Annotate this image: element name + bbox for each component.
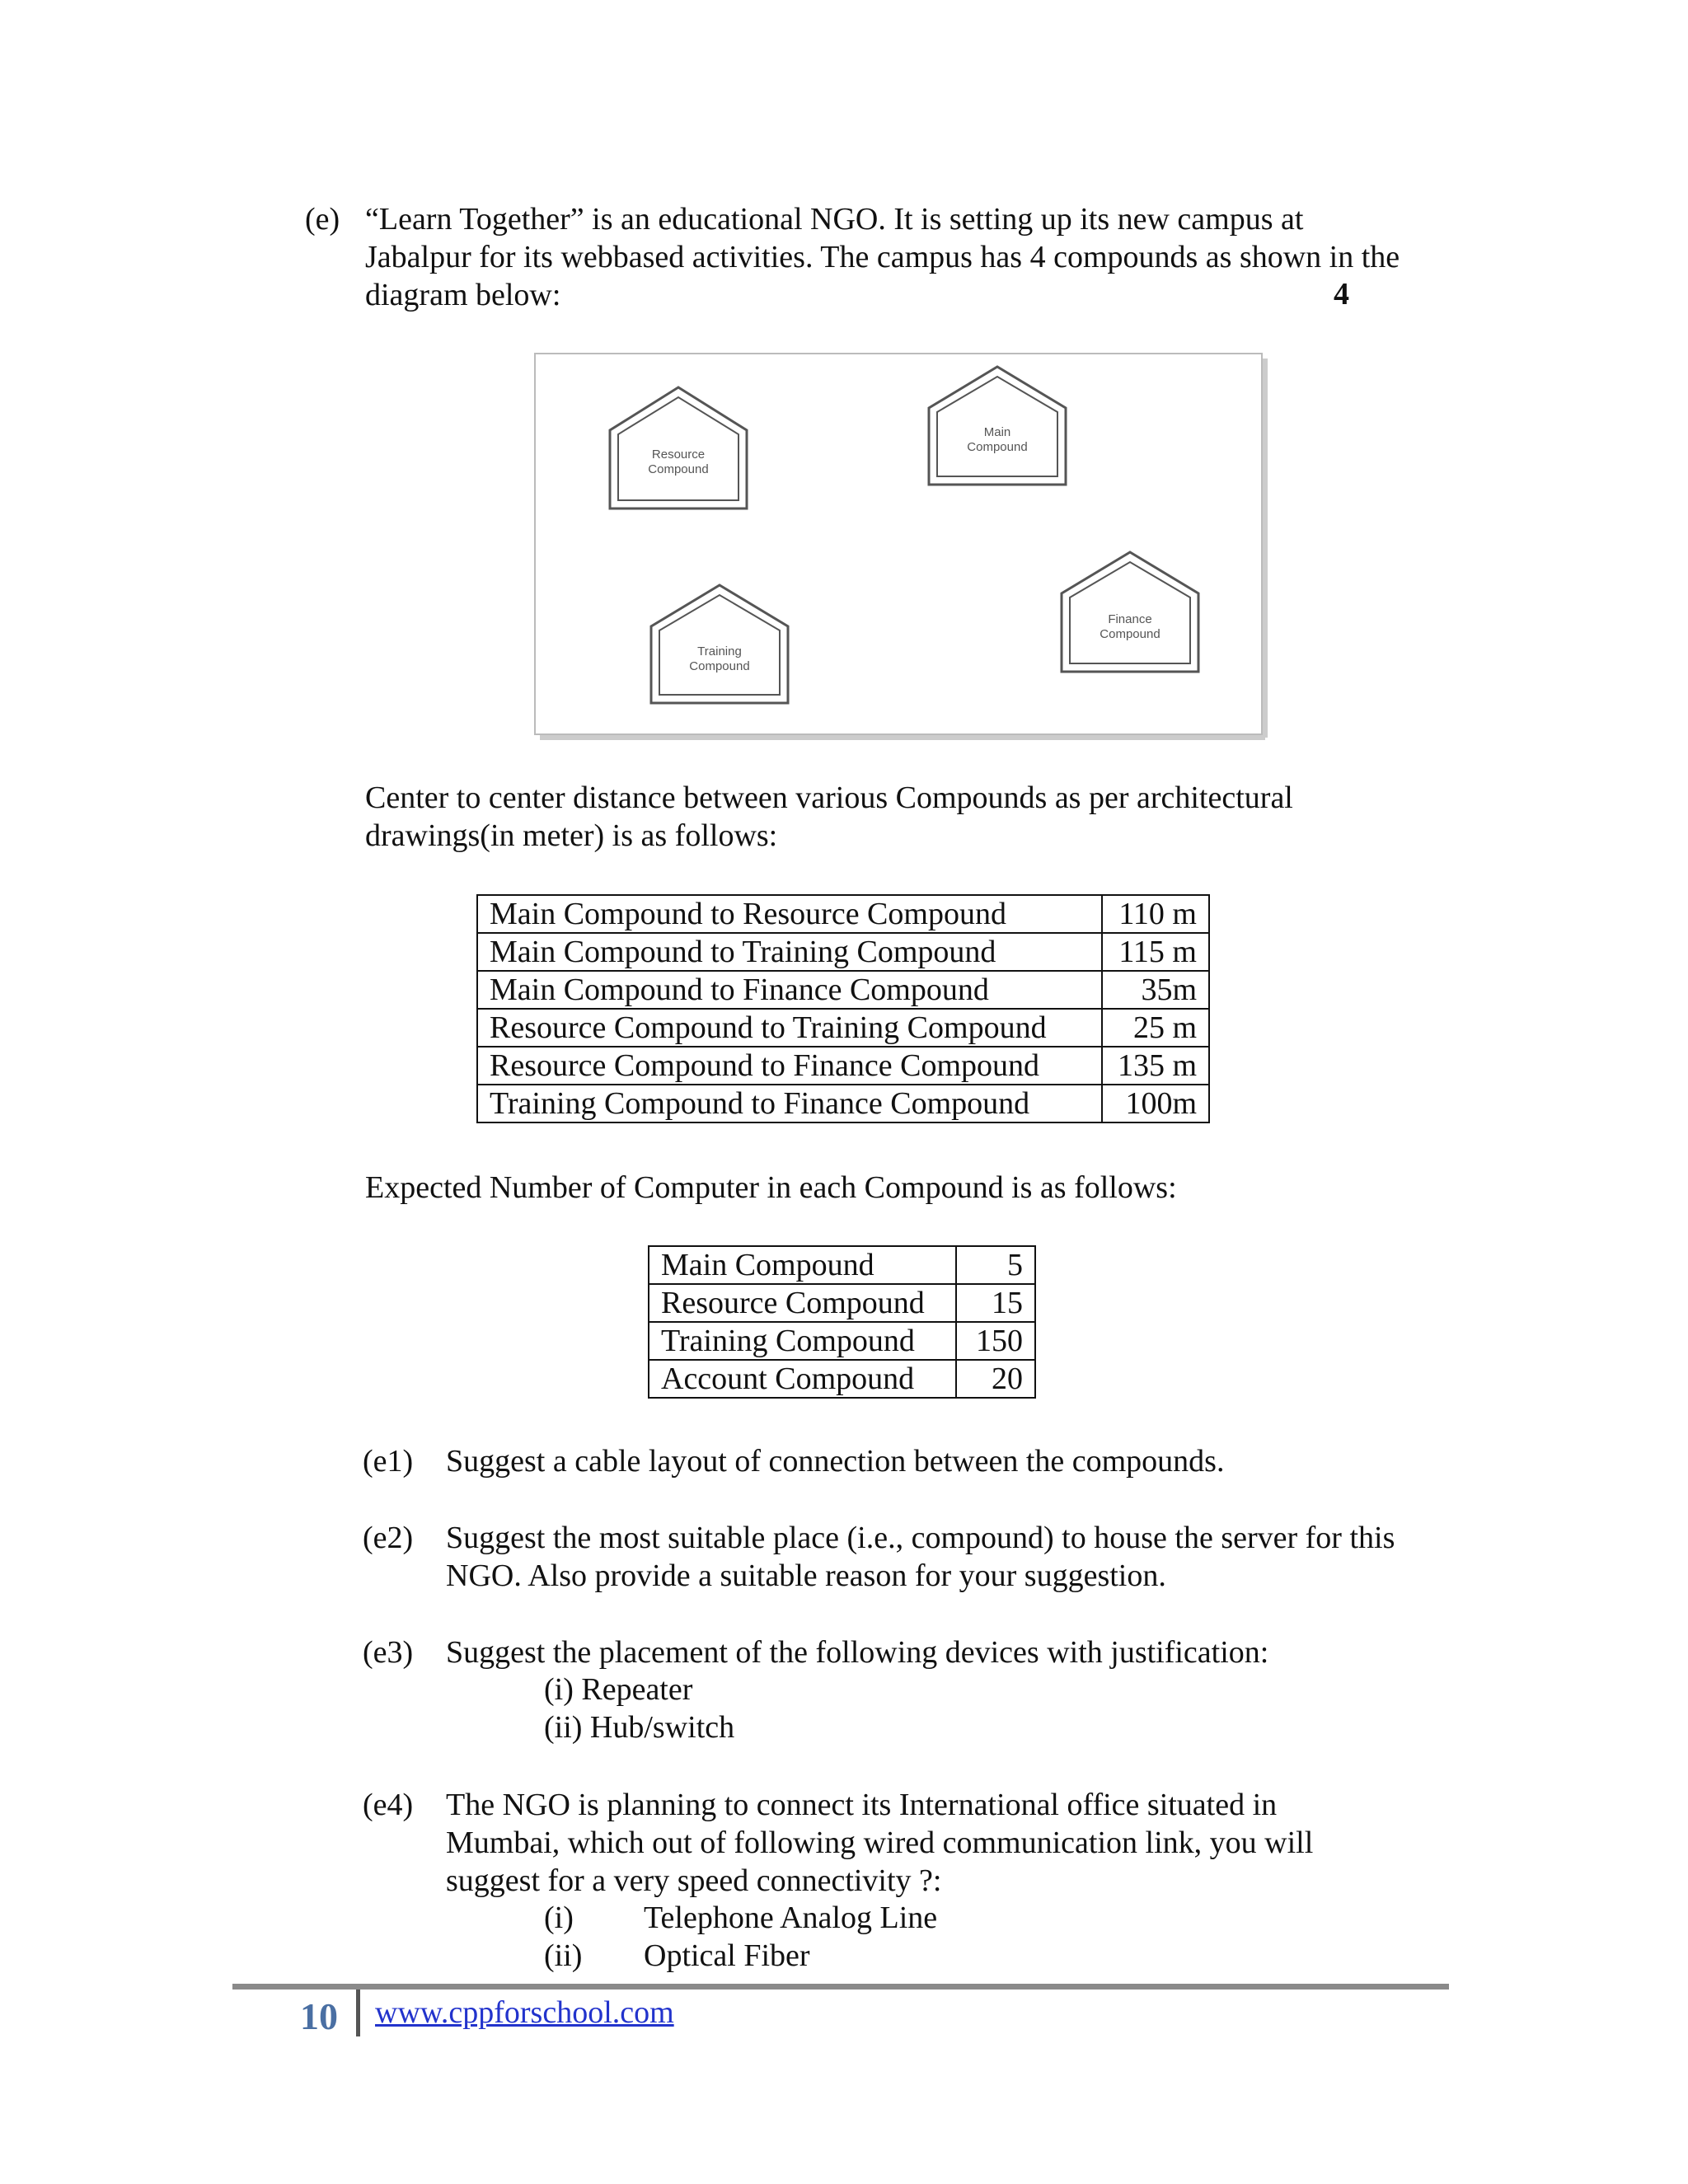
distance-pair: Resource Compound to Training Compound (477, 1009, 1102, 1047)
main-label-line1: Main (983, 425, 1011, 439)
question-label: (e) (305, 202, 340, 237)
table-row (477, 1085, 1209, 1122)
distance-table (476, 894, 1210, 1123)
footer-link[interactable]: www.cppforschool.com (375, 1995, 674, 2030)
campus-diagram (532, 350, 1269, 742)
e4-label: (e4) (363, 1788, 414, 1822)
computer-count: 20 (956, 1360, 1035, 1398)
resource-label-line1: Resource (651, 448, 706, 462)
e3-label: (e3) (363, 1635, 414, 1670)
finance-label-line2: Compound (1100, 627, 1160, 641)
e4-option-text: Optical Fiber (644, 1938, 810, 1973)
distance-pair: Training Compound to Finance Compound (477, 1085, 1102, 1122)
e1-text: Suggest a cable layout of connection between the compounds. (446, 1444, 1225, 1479)
distance-value: 135 m (1102, 1047, 1209, 1085)
e3-option: (ii) Hub/switch (544, 1710, 735, 1745)
table-row (477, 933, 1209, 971)
computer-count: 150 (956, 1322, 1035, 1360)
e1-label: (e1) (363, 1444, 414, 1479)
compound-name: Resource Compound (649, 1284, 956, 1322)
question-text: “Learn Together” is an educational NGO. It is setting up its new campus at Jabalpur for its webbased activities. The campus has 4 compounds as shown in the diagram below: (365, 202, 1400, 312)
table-row (649, 1284, 1035, 1322)
computer-count: 15 (956, 1284, 1035, 1322)
table-row (649, 1322, 1035, 1360)
distance-value: 100m (1102, 1085, 1209, 1122)
e3-text: Suggest the placement of the following devices with justification: (446, 1635, 1269, 1670)
page-number: 10 (300, 1995, 338, 2037)
finance-label-line1: Finance (1108, 612, 1152, 626)
e4-option-number: (ii) (544, 1938, 583, 1973)
e4-option-number: (i) (544, 1900, 574, 1935)
resource-label-line2: Compound (648, 462, 709, 476)
e2-text: Suggest the most suitable place (i.e., compound) to house the server for this NGO. Also provide a suitable reason for your suggestion. (446, 1521, 1395, 1593)
distance-pair: Main Compound to Training Compound (477, 933, 1102, 971)
question-marks: 4 (1334, 277, 1349, 312)
distance-pair: Main Compound to Finance Compound (477, 971, 1102, 1009)
e4-text: The NGO is planning to connect its International office situated in Mumbai, which out of following wired communication link, you will suggest for a very speed connectivity ?: (446, 1788, 1314, 1898)
distance-pair: Main Compound to Resource Compound (477, 895, 1102, 933)
compound-name: Account Compound (649, 1360, 956, 1398)
training-label-line1: Training (697, 644, 742, 658)
main-label-line2: Compound (967, 440, 1028, 454)
footer-rule (232, 1984, 1449, 1990)
distance-pair: Resource Compound to Finance Compound (477, 1047, 1102, 1085)
compound-name: Main Compound (649, 1246, 956, 1284)
distance-value: 115 m (1102, 933, 1209, 971)
table-row (649, 1246, 1035, 1284)
distance-value: 110 m (1102, 895, 1209, 933)
e4-option-text: Telephone Analog Line (644, 1900, 938, 1935)
distance-value: 35m (1102, 971, 1209, 1009)
distance-value: 25 m (1102, 1009, 1209, 1047)
computers-intro: Expected Number of Computer in each Compound is as follows: (365, 1170, 1177, 1205)
e3-option: (i) Repeater (544, 1672, 693, 1707)
training-label-line2: Compound (689, 659, 750, 673)
compound-name: Training Compound (649, 1322, 956, 1360)
table-row (477, 895, 1209, 933)
e2-label: (e2) (363, 1521, 414, 1555)
computer-count: 5 (956, 1246, 1035, 1284)
table-row (477, 1047, 1209, 1085)
table-row (649, 1360, 1035, 1398)
computers-table (648, 1245, 1036, 1399)
distance-intro: Center to center distance between various Compounds as per architectural drawings(in meter) is as follows: (365, 780, 1293, 853)
table-row (477, 1009, 1209, 1047)
table-row (477, 971, 1209, 1009)
footer-separator (356, 1990, 360, 2036)
